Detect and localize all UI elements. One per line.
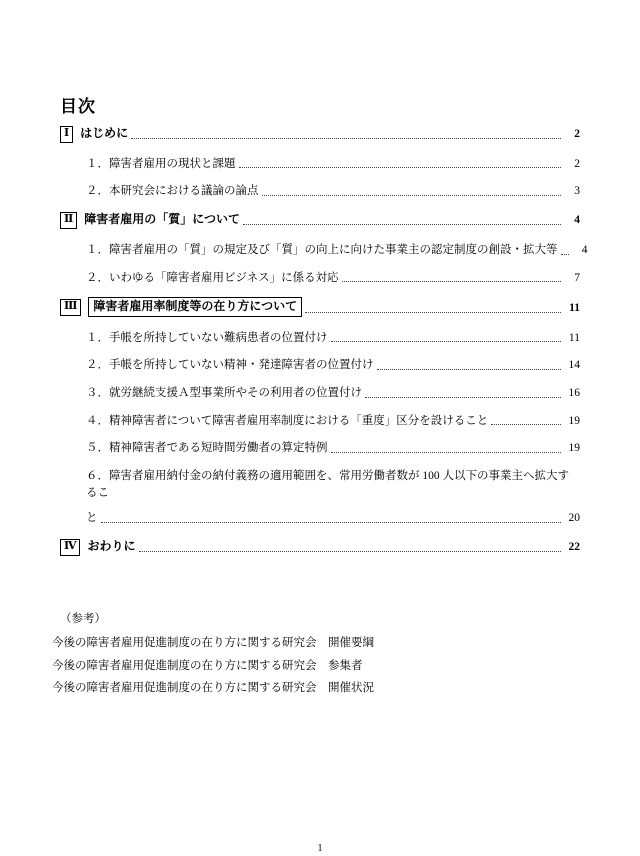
toc-entry-label bbox=[60, 297, 302, 316]
toc-entry-page: 19 bbox=[568, 442, 580, 455]
toc-entry-text: ６．障害者雇用納付金の納付義務の適用範囲を、常用労働者数が 100 人以下の事業主へ拡大するこ bbox=[86, 469, 569, 499]
chapter-marker: Ⅳ bbox=[60, 539, 80, 556]
toc-entry-3-4[interactable] bbox=[60, 413, 580, 430]
chapter-marker: Ⅲ bbox=[60, 299, 81, 316]
leader-dots bbox=[101, 521, 562, 523]
toc-entry-page: 20 bbox=[568, 512, 580, 525]
leader-dots bbox=[239, 166, 562, 168]
leader-dots bbox=[561, 253, 569, 255]
toc-entry-chapter-2[interactable] bbox=[60, 211, 580, 229]
toc-entry-page: 7 bbox=[574, 271, 580, 284]
leader-dots bbox=[331, 340, 562, 342]
toc-entry-text: 障害者雇用の「質」について bbox=[84, 212, 241, 227]
toc-entry-page: 4 bbox=[581, 243, 588, 256]
toc-entry-chapter-3[interactable] bbox=[60, 297, 580, 316]
toc-entry-2-1[interactable] bbox=[60, 242, 588, 259]
toc-entry-text: はじめに bbox=[80, 126, 129, 140]
toc-entry-text-continued: と bbox=[86, 512, 98, 525]
toc-entry-3-1[interactable] bbox=[60, 330, 580, 347]
toc-entry-2-2[interactable] bbox=[60, 270, 580, 287]
toc-entry-page: 11 bbox=[568, 331, 580, 344]
toc-entry-text: ３．就労継続支援Ａ型事業所やその利用者の位置付け bbox=[86, 386, 362, 399]
toc-entry-page: 11 bbox=[569, 301, 580, 314]
toc-entry-1-1[interactable] bbox=[60, 156, 580, 173]
references-section bbox=[52, 608, 572, 700]
leader-dots bbox=[131, 137, 561, 139]
leader-dots bbox=[491, 423, 561, 425]
toc-entry-text: おわりに bbox=[87, 538, 136, 553]
leader-dots bbox=[262, 194, 562, 196]
chapter-marker: Ⅰ bbox=[60, 126, 73, 143]
toc-entry-text: ２．本研究会における議論の論点 bbox=[86, 185, 259, 198]
leader-dots bbox=[331, 451, 562, 453]
toc-entry-text: ２．手帳を所持していない精神・発達障害者の位置付け bbox=[86, 359, 374, 372]
toc-entry-page: 22 bbox=[568, 541, 580, 554]
page-folio: 1 bbox=[317, 843, 323, 854]
toc-entry-3-2[interactable] bbox=[60, 357, 580, 374]
toc-entry-chapter-4[interactable] bbox=[60, 538, 580, 556]
table-of-contents bbox=[60, 125, 588, 569]
toc-entry-page: 14 bbox=[568, 359, 580, 372]
leader-dots bbox=[305, 311, 561, 313]
toc-entry-label bbox=[60, 125, 128, 143]
toc-entry-3-6[interactable] bbox=[60, 468, 580, 527]
leader-dots bbox=[342, 280, 561, 282]
toc-entry-3-5[interactable] bbox=[60, 440, 580, 457]
leader-dots bbox=[365, 396, 561, 398]
toc-entry-page: 4 bbox=[574, 214, 580, 227]
reference-item-1: 今後の障害者雇用促進制度の在り方に関する研究会 開催要綱 bbox=[52, 637, 374, 650]
toc-entry-text: ２．いわゆる「障害者雇用ビジネス」に係る対応 bbox=[86, 271, 339, 284]
toc-entry-label bbox=[60, 538, 136, 556]
leader-dots bbox=[139, 550, 562, 552]
toc-entry-text: ５．精神障害者である短時間労働者の算定特例 bbox=[86, 442, 328, 455]
toc-entry-page: 3 bbox=[574, 185, 580, 198]
toc-entry-text: １．障害者雇用の現状と課題 bbox=[86, 157, 236, 170]
toc-entry-page: 2 bbox=[574, 157, 580, 170]
toc-entry-text: ４．精神障害者について障害者雇用率制度における「重度」区分を設けること bbox=[86, 414, 489, 427]
toc-entry-text: １．手帳を所持していない難病患者の位置付け bbox=[86, 331, 328, 344]
toc-entry-page: 19 bbox=[568, 414, 580, 427]
toc-entry-1-2[interactable] bbox=[60, 183, 580, 200]
reference-item-3: 今後の障害者雇用促進制度の在り方に関する研究会 開催状況 bbox=[52, 682, 374, 695]
toc-entry-text: １．障害者雇用の「質」の規定及び「質」の向上に向けた事業主の認定制度の創設・拡大等 bbox=[86, 243, 558, 256]
leader-dots bbox=[243, 223, 561, 225]
toc-entry-3-3[interactable] bbox=[60, 385, 580, 402]
leader-dots bbox=[377, 368, 562, 370]
toc-entry-page: 16 bbox=[568, 386, 580, 399]
references-heading: （参考） bbox=[60, 613, 106, 625]
toc-entry-chapter-1[interactable] bbox=[60, 125, 580, 143]
page-title: 目次 bbox=[60, 97, 96, 116]
chapter-marker: Ⅱ bbox=[60, 212, 77, 229]
reference-item-2: 今後の障害者雇用促進制度の在り方に関する研究会 参集者 bbox=[52, 659, 363, 672]
toc-entry-text: 障害者雇用率制度等の在り方について bbox=[88, 297, 302, 316]
toc-entry-label bbox=[60, 211, 240, 229]
toc-entry-page: 2 bbox=[574, 128, 580, 141]
